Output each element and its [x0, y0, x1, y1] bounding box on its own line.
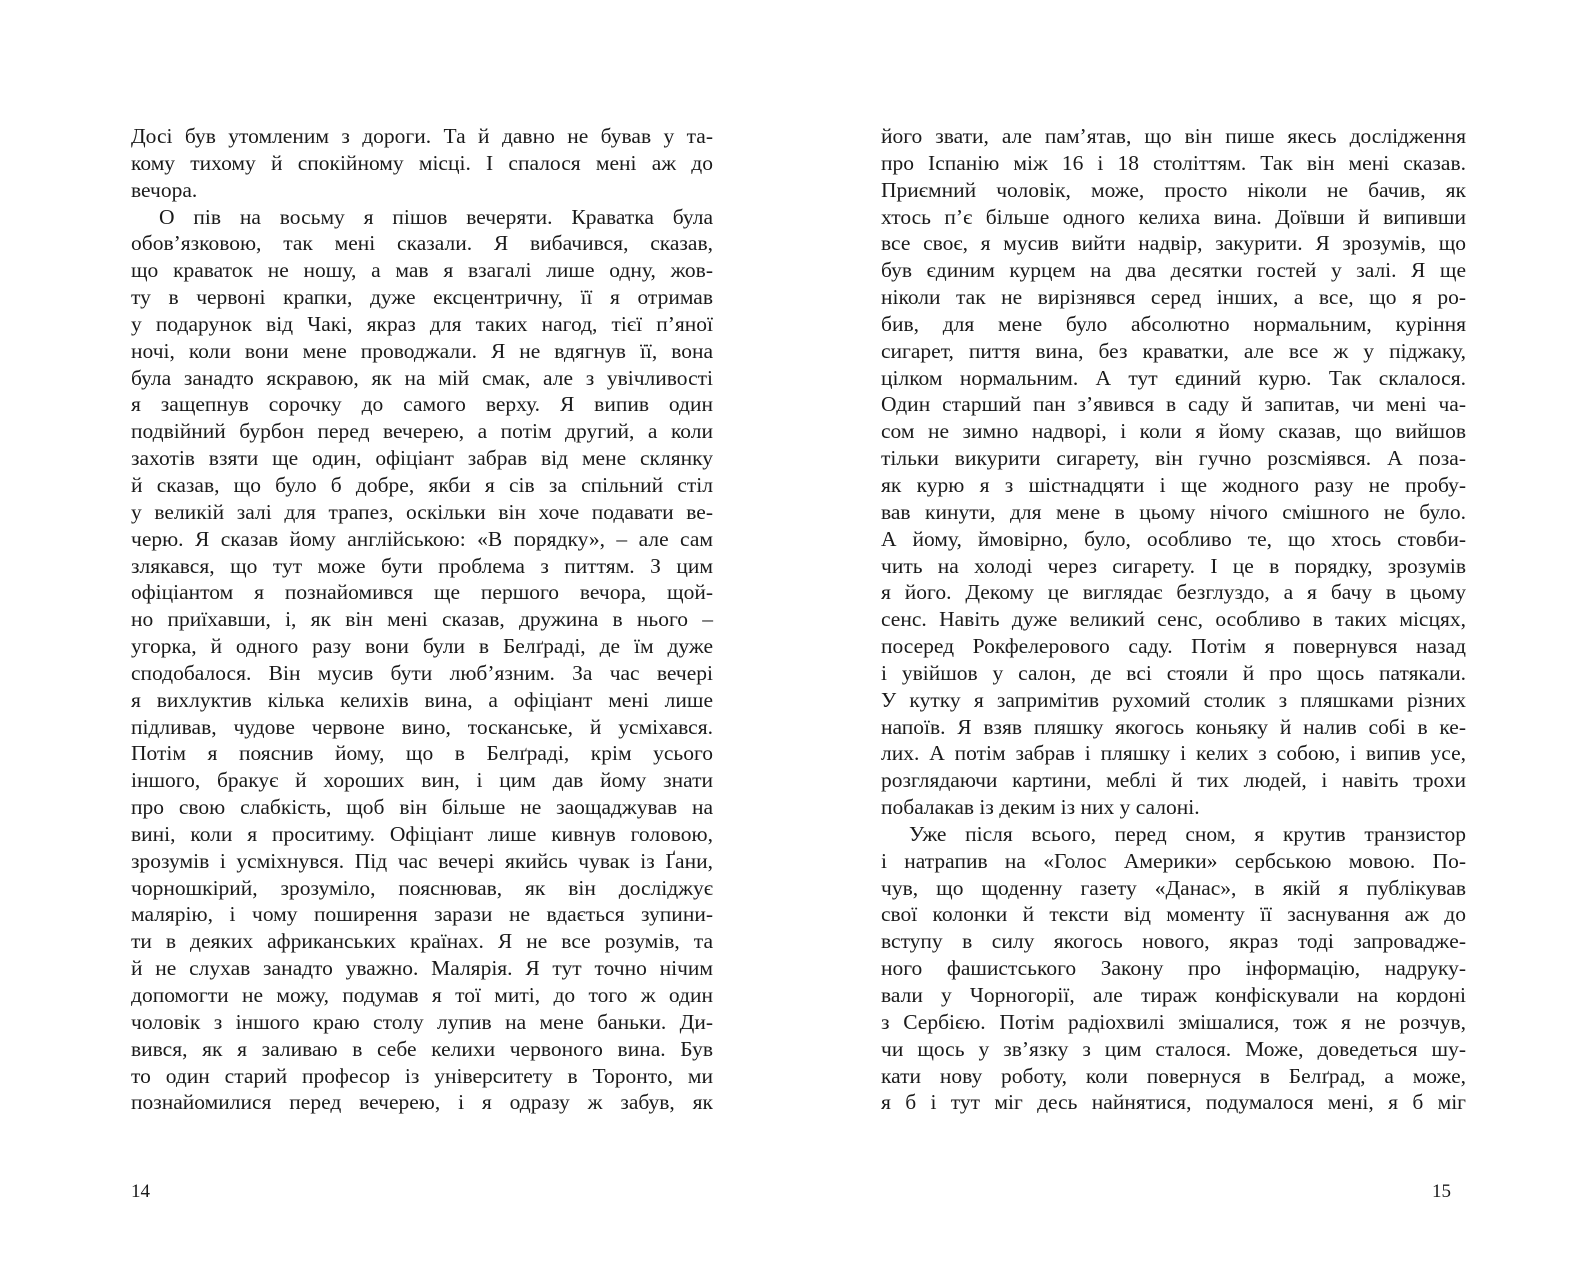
text-line: зрозумів і усміхнувся. Під час вечері якийсь чувак із Ґани, — [131, 848, 713, 873]
text-line: чить на холоді через сигарету. І це в порядку, зрозумів — [881, 553, 1466, 578]
text-line: чи щось у зв’язку з цим сталося. Може, доведеться шу- — [881, 1036, 1466, 1061]
text-line: що краваток не ношу, а мав я взагалі лише одну, жов- — [131, 258, 713, 283]
text-line: напоїв. Я взяв пляшку якогось коньяку й налив собі в ке- — [881, 714, 1466, 739]
text-line: сигарет, пиття вина, без краватки, але все ж у піджаку, — [881, 338, 1466, 363]
text-line: чоловік з іншого краю столу лупив на мене баньки. Ди- — [131, 1009, 713, 1034]
text-line: кати нову роботу, коли повернуся в Белґрад, а може, — [881, 1063, 1466, 1088]
text-line: У кутку я запримітив рухомий столик з пляшками різних — [881, 687, 1466, 712]
text-line: хтось п’є більше одного келиха вина. Доївши й випивши — [881, 204, 1466, 229]
text-line: сенс. Навіть дуже великий сенс, особливо в таких місцях, — [881, 607, 1466, 632]
text-line: Уже після всього, перед сном, я крутив транзистор — [909, 821, 1466, 846]
text-line: й сказав, що було б добре, якби я сів за спільний стіл — [131, 472, 713, 497]
text-line: підливав, чудове червоне вино, тосканське, й усміхався. — [131, 714, 713, 739]
text-line: лих. А потім забрав і пляшку і келих з собою, і випив усе, — [881, 741, 1466, 766]
text-line: угорка, й одного разу вони були в Белґраді, де їм дуже — [131, 634, 713, 659]
left-page-text — [131, 123, 713, 1116]
text-line: сом не зимно надворі, і коли я йому сказав, що вийшов — [881, 419, 1466, 444]
text-line: О пів на восьму я пішов вечеряти. Краватка була — [159, 204, 713, 229]
text-line: все своє, я мусив вийти надвір, закурити. Я зрозумів, що — [881, 231, 1466, 256]
text-line: А йому, ймовірно, було, особливо те, що хтось стовби- — [881, 526, 1466, 551]
right-page-text — [881, 123, 1466, 1116]
text-line: розглядаючи картини, меблі й тих людей, і навіть трохи — [881, 768, 1466, 793]
text-line: про свою слабкість, щоб він більше не заощаджував на — [131, 795, 713, 820]
text-line: вав кинути, для мене в цьому нічого смішного не було. — [881, 499, 1466, 524]
text-line: Потім я пояснив йому, що в Белґраді, крім усього — [131, 741, 713, 766]
text-line: я вихлуктив кілька келихів вина, а офіціант мені лише — [131, 687, 713, 712]
text-line: то один старий професор із університету в Торонто, ми — [131, 1063, 713, 1088]
text-line: у великій залі для трапез, оскільки він хоче подавати ве- — [131, 499, 713, 524]
text-line: злякався, що тут може бути проблема з питтям. З цим — [131, 553, 713, 578]
text-line: я защепнув сорочку до самого верху. Я випив один — [131, 392, 713, 417]
text-line: Приємний чоловік, може, просто ніколи не бачив, як — [881, 177, 1466, 202]
text-line: ного фашистського Закону про інформацію, надруку- — [881, 956, 1466, 981]
text-line: у подарунок від Чакі, якраз для таких нагод, тієї п’яної — [131, 311, 713, 336]
text-line: черю. Я сказав йому англійською: «В порядку», – але сам — [131, 526, 713, 551]
text-line: побалакав із деким із них у салоні. — [881, 795, 1200, 820]
page-number-right: 15 — [1432, 1181, 1451, 1202]
text-line: вали у Чорногорії, але тираж конфіскували на кордоні — [881, 983, 1466, 1007]
text-line: офіціантом я познайомився ще першого вечора, щой- — [131, 580, 713, 605]
text-line: чув, що щоденну газету «Данас», в якій я публікував — [881, 875, 1466, 900]
text-line: я б і тут міг десь найнятися, подумалося мені, я б міг — [881, 1090, 1466, 1115]
text-line: ніколи так не вирізнявся серед інших, а все, що я ро- — [881, 285, 1466, 310]
text-line: цілком нормальним. А тут єдиний курю. Так склалося. — [881, 365, 1466, 390]
text-line: малярію, і чому поширення зарази не вдається зупини- — [131, 902, 713, 927]
text-line: тільки викурити сигарету, він гучно розсміявся. А поза- — [881, 446, 1466, 471]
text-line: й не слухав занадто уважно. Малярія. Я тут точно нічим — [131, 956, 713, 981]
text-line: свої колонки й тексти від моменту її заснування аж до — [881, 902, 1466, 927]
text-line: кому тихому й спокійному місці. І спалося мені аж до — [131, 150, 713, 175]
text-line: обов’язковою, так мені сказали. Я вибачився, сказав, — [131, 231, 713, 256]
text-line: Один старший пан з’явився в саду й запитав, чи мені ча- — [881, 392, 1466, 417]
text-line: но приїхавши, і, як він мені сказав, дружина в нього – — [131, 607, 713, 632]
text-line: Досі був утомленим з дороги. Та й давно не бував у та- — [131, 124, 713, 148]
text-line: ночі, коли вони мене проводжали. Я не вдягнув її, вона — [131, 338, 713, 363]
text-line: сподобалося. Він мусив бути люб’язним. За час вечері — [131, 660, 713, 685]
text-line: вечора. — [131, 177, 198, 202]
text-line: був єдиним курцем на два десятки гостей у залі. Я ще — [881, 258, 1466, 283]
text-line: про Іспанію між 16 і 18 століттям. Так він мені сказав. — [881, 150, 1466, 175]
text-line: з Сербією. Потім радіохвилі змішалися, тож я не розчув, — [881, 1009, 1466, 1034]
text-line: подвійний бурбон перед вечерею, а потім другий, а коли — [131, 419, 713, 444]
text-line: як курю я з шістнадцяти і ще жодного разу не пробу- — [881, 472, 1466, 497]
text-line: його звати, але пам’ятав, що він пише якесь дослідження — [881, 124, 1466, 148]
text-line: я його. Декому це виглядає безглуздо, а я бачу в цьому — [881, 580, 1466, 605]
text-line: захотів взяти ще один, офіціант забрав від мене склянку — [131, 446, 713, 471]
text-line: допомогти не можу, подумав я тої миті, до того ж один — [131, 983, 713, 1007]
text-line: чорношкірий, зрозуміло, пояснював, як він досліджує — [131, 875, 713, 900]
text-line: і натрапив на «Голос Америки» сербською мовою. По- — [881, 848, 1466, 873]
text-line: познайомилися перед вечерею, і я одразу ж забув, як — [131, 1090, 713, 1115]
text-line: ту в червоні крапки, дуже ексцентричну, її я отримав — [131, 285, 713, 310]
page-number-left: 14 — [131, 1181, 150, 1202]
text-line: була занадто яскравою, як на мій смак, але з увічливості — [131, 365, 713, 390]
text-line: вступу в силу якогось нового, якраз тоді запроваджe- — [881, 929, 1466, 954]
text-line: ти в деяких африканських країнах. Я не все розумів, та — [131, 929, 713, 954]
text-line: і увійшов у салон, де всі стояли й про щось патякали. — [881, 660, 1466, 685]
text-line: іншого, бракує й хороших вин, і цим дав йому знати — [131, 768, 713, 793]
text-line: бив, для мене було абсолютно нормальним, куріння — [881, 311, 1466, 336]
text-line: посеред Рокфелерового саду. Потім я повернувся назад — [881, 634, 1466, 659]
text-line: вині, коли я проситиму. Офіціант лише кивнув головою, — [131, 821, 713, 846]
text-line: вився, як я заливаю в себе келихи червоного вина. Був — [131, 1036, 713, 1061]
